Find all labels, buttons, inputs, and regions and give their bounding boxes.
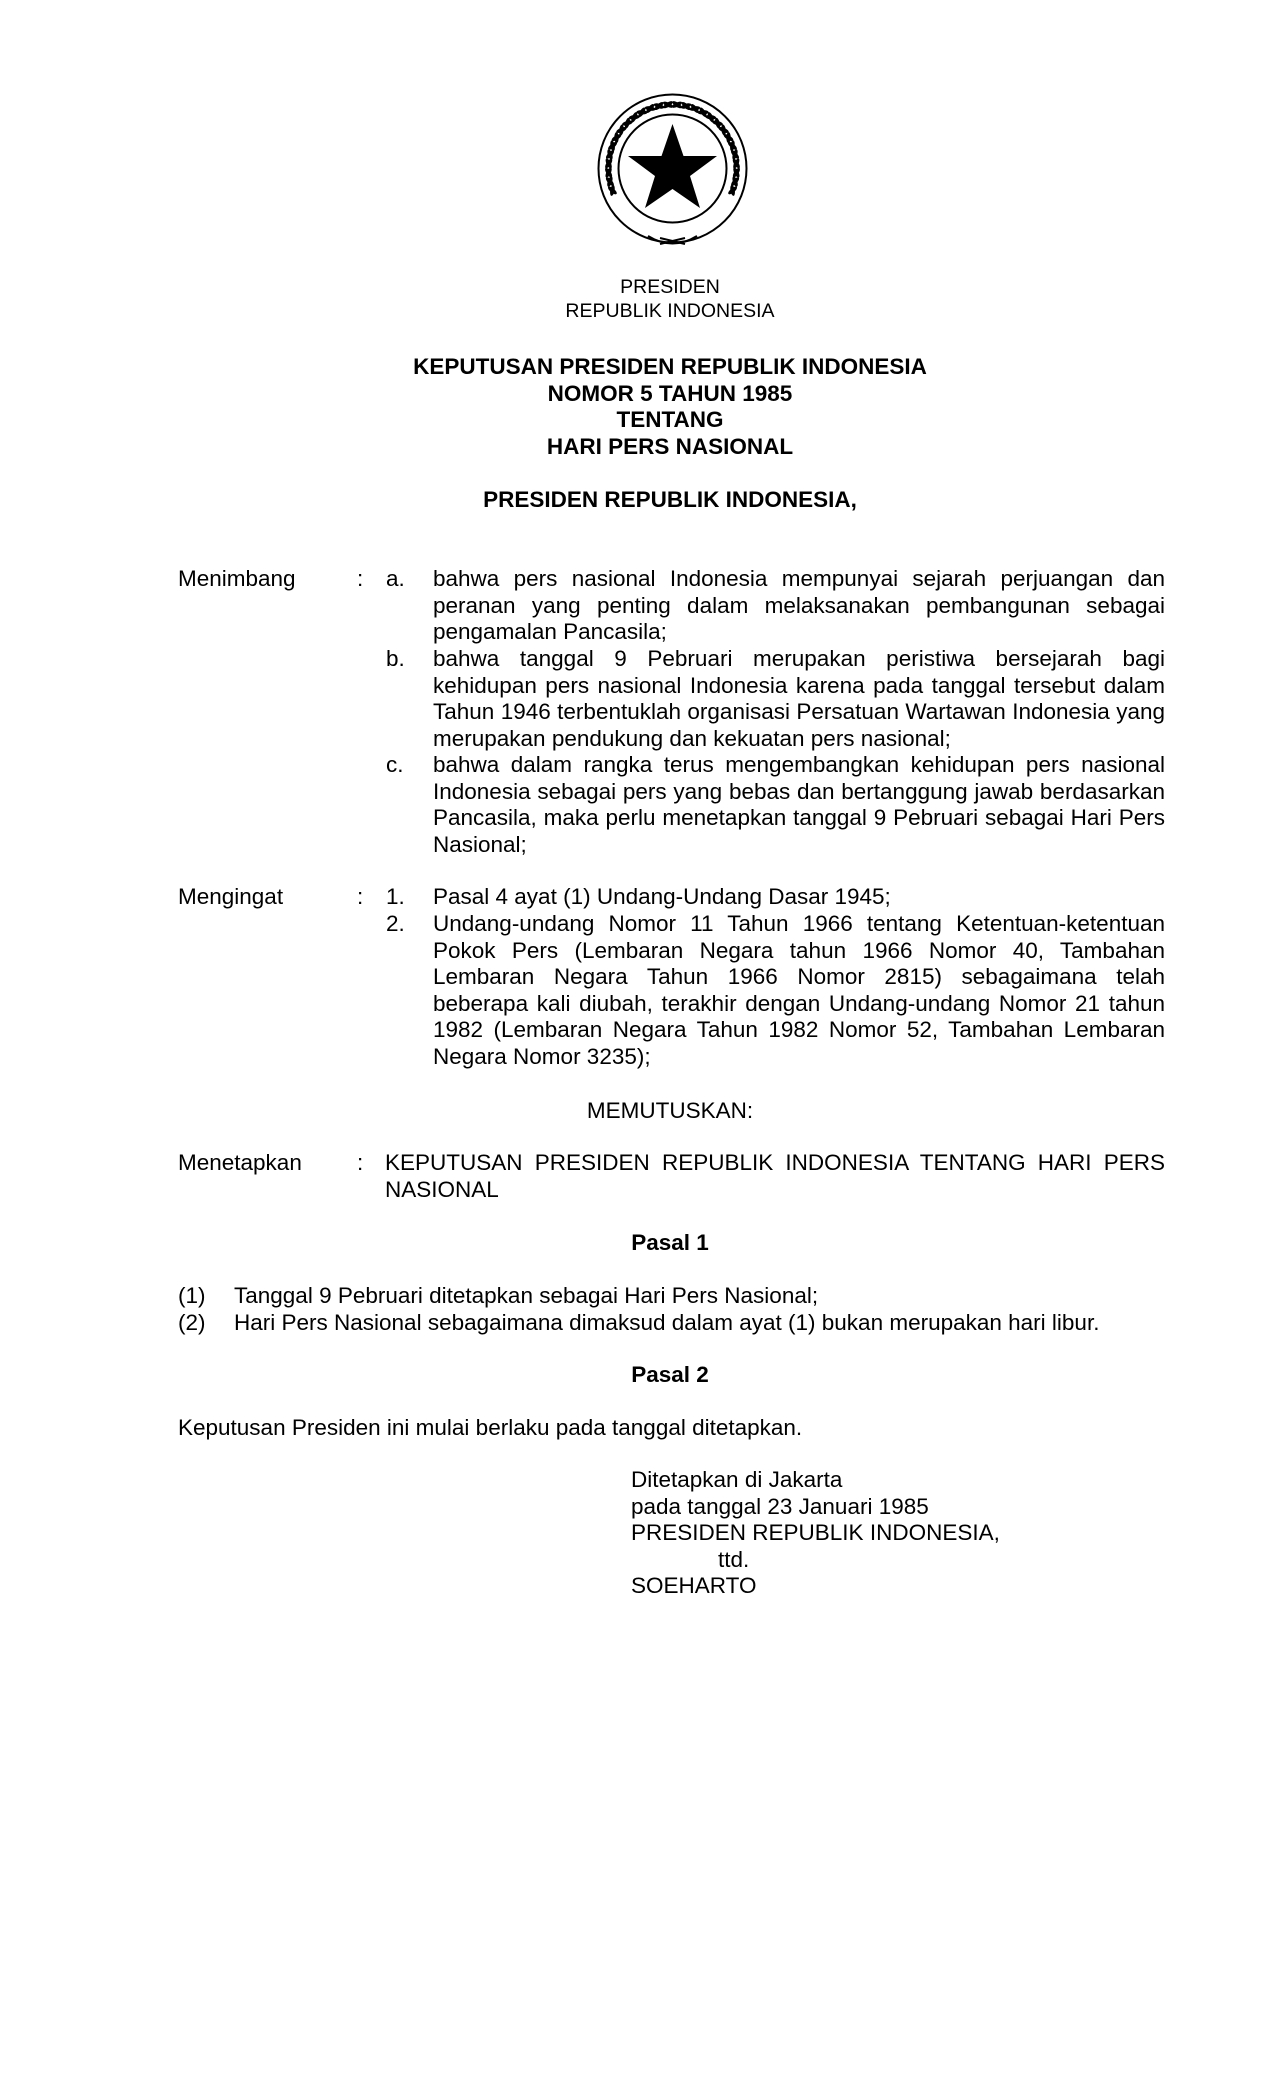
mengingat-colon: :	[357, 884, 364, 909]
pasal-1-heading: Pasal 1	[631, 1230, 709, 1255]
signature-block	[631, 1467, 1131, 1600]
menetapkan-colon: :	[357, 1150, 364, 1175]
menimbang-item-a: bahwa pers nasional Indonesia mempunyai sejarah perjuangan dan peranan yang penting dalam melaksanakan pembangunan sebagai pengamalan Pancasila;	[433, 566, 1165, 644]
pasal-1-ayat-2-text: Hari Pers Nasional sebagaimana dimaksud dalam ayat (1) bukan merupakan hari libur.	[234, 1310, 1100, 1335]
menimbang-marker-a: a.	[386, 566, 405, 591]
signature-date: pada tanggal 23 Januari 1985	[631, 1493, 929, 1519]
pasal-1-ayat-1-text: Tanggal 9 Pebruari ditetapkan sebagai Hari Pers Nasional;	[234, 1283, 819, 1308]
menimbang-marker-c: c.	[386, 752, 404, 777]
title-line-2: NOMOR 5 TAHUN 1985	[547, 380, 793, 406]
pasal-2-heading: Pasal 2	[631, 1362, 709, 1387]
signature-name: SOEHARTO	[631, 1573, 757, 1598]
mengingat-item-1: Pasal 4 ayat (1) Undang-Undang Dasar 1945;	[433, 884, 891, 909]
menimbang-item-c: bahwa dalam rangka terus mengembangkan kehidupan pers nasional Indonesia sebagai pers yang bebas dan bertanggung jawab berdasarkan Pancasila, maka perlu menetapkan tanggal 9 Pebruari sebagai Hari Pers Nasional;	[433, 752, 1165, 857]
wreath-leaf	[729, 185, 735, 197]
signature-office: PRESIDEN REPUBLIK INDONESIA,	[631, 1520, 1000, 1545]
menetapkan-text: KEPUTUSAN PRESIDEN REPUBLIK INDONESIA TENTANG HARI PERS NASIONAL	[385, 1150, 1165, 1202]
signature-place: Ditetapkan di Jakarta	[631, 1467, 843, 1492]
menimbang-colon: :	[357, 566, 364, 591]
wreath-leaf	[644, 105, 656, 111]
mengingat-label: Mengingat	[178, 884, 284, 909]
decree-title	[320, 354, 1020, 460]
wreath-leaf	[705, 114, 716, 120]
menimbang-label: Menimbang	[178, 566, 296, 591]
president-heading-line1: PRESIDEN	[620, 276, 720, 298]
mengingat-marker-1: 1.	[386, 884, 405, 909]
mengingat-item-2: Undang-undang Nomor 11 Tahun 1966 tentang Ketentuan-ketentuan Pokok Pers (Lembaran Negara tahun 1966 Nomor 40, Tambahan Lembaran Negara Tahun 1966 Nomor 2815) sebagaimana telah beberapa kali diubah, terakhir dengan Undang-undang Nomor 21 tahun 1982 (Lembaran Negara Tahun 1982 Nomor 52, Tambahan Lembaran Negara Nomor 3235);	[433, 911, 1165, 1069]
title-line-4: HARI PERS NASIONAL	[546, 433, 794, 459]
wreath-leaf	[698, 110, 709, 115]
menimbang-marker-b: b.	[386, 646, 405, 671]
wreath-leaf	[629, 114, 640, 120]
wreath-leaf	[731, 158, 741, 170]
menetapkan-label: Menetapkan	[178, 1150, 302, 1175]
president-heading-line2: REPUBLIK INDONESIA	[565, 300, 775, 322]
wreath-leaf	[689, 105, 701, 111]
garuda-star-emblem-icon	[590, 86, 755, 251]
mengingat-marker-2: 2.	[386, 911, 405, 936]
signature-ttd: ttd.	[718, 1546, 750, 1572]
wreath-leaf	[636, 110, 647, 115]
opening-line: PRESIDEN REPUBLIK INDONESIA,	[483, 487, 857, 512]
title-line-1: KEPUTUSAN PRESIDEN REPUBLIK INDONESIA	[413, 354, 927, 379]
wreath-leaf	[609, 185, 615, 197]
title-line-3: TENTANG	[616, 407, 724, 432]
pasal-2-text: Keputusan Presiden ini mulai berlaku pada tanggal ditetapkan.	[178, 1415, 803, 1440]
menimbang-item-b: bahwa tanggal 9 Pebruari merupakan peristiwa bersejarah bagi kehidupan pers nasional Indonesia karena pada tanggal tersebut dalam Tahun 1946 terbentuklah organisasi Persatuan Wartawan Indonesia yang merupakan pendukung dan kekuatan pers nasional;	[433, 646, 1165, 751]
pasal-1-ayat-1-number: (1)	[178, 1283, 206, 1308]
pasal-1-ayat-2-number: (2)	[178, 1310, 206, 1335]
wreath-leaf	[604, 158, 614, 170]
memutuskan-heading: MEMUTUSKAN:	[586, 1098, 754, 1123]
